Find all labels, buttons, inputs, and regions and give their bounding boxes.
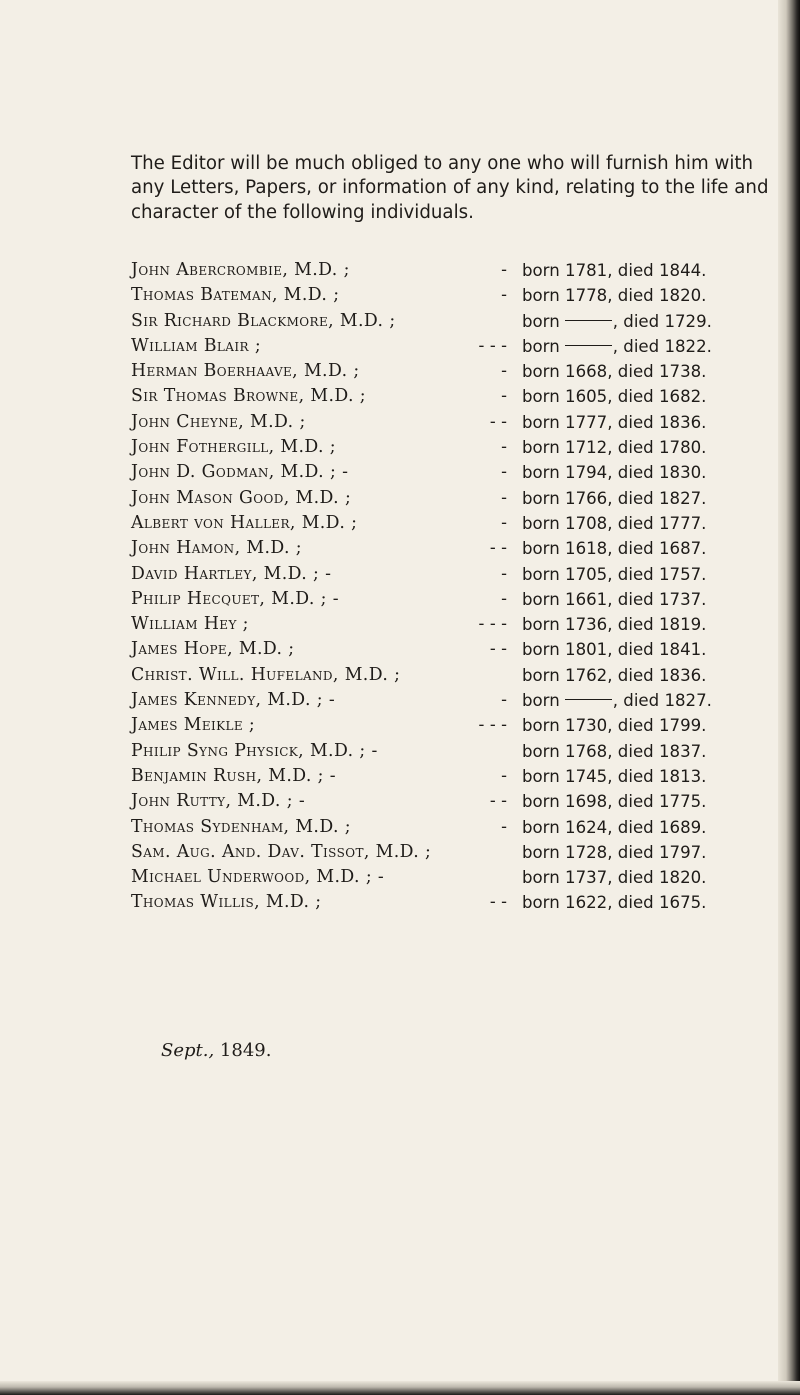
entry-died: , died 1822. xyxy=(612,336,712,356)
entry-separator: - xyxy=(501,588,507,609)
list-item xyxy=(131,486,771,511)
entry-dates xyxy=(522,334,712,359)
entry-died: died 1799. xyxy=(617,716,707,736)
closing-month: Sept., xyxy=(161,1040,215,1061)
entry-separator: - - - xyxy=(478,614,507,635)
list-item xyxy=(131,334,771,359)
entry-born: born xyxy=(522,311,560,331)
list-item xyxy=(131,410,771,435)
entry-dates xyxy=(522,435,706,460)
entry-name: John Abercrombie, M.D. ; xyxy=(131,260,350,280)
entry-died: died 1827. xyxy=(617,488,707,508)
entry-separator: - xyxy=(501,260,507,280)
entry-name: William Hey ; xyxy=(131,614,249,635)
entry-died: died 1780. xyxy=(617,438,707,458)
entry-dates xyxy=(522,688,712,713)
entry-separator: - - xyxy=(489,791,507,812)
entry-born: born 1622, xyxy=(522,893,613,913)
list-item xyxy=(131,587,771,612)
entry-born: born xyxy=(522,691,560,711)
entry-separator: - xyxy=(501,690,507,711)
entry-separator: - xyxy=(501,386,507,407)
entry-dates xyxy=(522,764,706,789)
entry-name: Philip Hecquet, M.D. ; - xyxy=(131,588,339,609)
entry-dates xyxy=(522,739,706,764)
list-item xyxy=(131,688,771,713)
entry-died: died 1775. xyxy=(617,792,707,812)
entry-name: John D. Godman, M.D. ; - xyxy=(131,462,349,483)
list-item xyxy=(131,283,771,308)
list-item xyxy=(131,840,771,865)
entry-died: died 1682. xyxy=(617,387,707,407)
entry-dates xyxy=(522,562,706,587)
entry-died: died 1689. xyxy=(617,817,707,837)
entry-name: John Fothergill, M.D. ; xyxy=(131,437,337,458)
entry-dates xyxy=(522,359,706,384)
entry-name: Thomas Sydenham, M.D. ; xyxy=(131,816,351,837)
entry-dates xyxy=(522,637,706,662)
page-bottom-shadow xyxy=(0,1381,800,1395)
entry-died: died 1675. xyxy=(617,893,707,913)
entry-dates xyxy=(522,258,706,283)
list-item xyxy=(131,764,771,789)
entry-dates xyxy=(522,511,706,536)
entry-died: , died 1729. xyxy=(612,311,712,331)
list-item xyxy=(131,713,771,738)
entry-died: died 1813. xyxy=(617,766,707,786)
list-item xyxy=(131,789,771,814)
entry-died: died 1777. xyxy=(617,513,707,533)
entry-separator: - xyxy=(501,512,507,533)
entry-dates xyxy=(522,309,712,334)
entry-born: born 1705, xyxy=(522,564,613,584)
entry-born: born 1766, xyxy=(522,488,613,508)
entry-died: , died 1827. xyxy=(612,691,712,711)
entry-separator: - xyxy=(501,816,507,837)
entry-died: died 1797. xyxy=(617,842,707,862)
entry-died: died 1830. xyxy=(617,463,707,483)
entry-born: born 1801, xyxy=(522,640,613,660)
entry-separator: - xyxy=(501,437,507,458)
entry-separator: - - xyxy=(489,892,507,913)
entry-name: James Hope, M.D. ; xyxy=(131,639,295,660)
list-item xyxy=(131,637,771,662)
entry-born: born 1768, xyxy=(522,741,613,761)
entry-born: born 1668, xyxy=(522,362,613,382)
entry-born: born 1624, xyxy=(522,817,613,837)
list-item xyxy=(131,815,771,840)
entry-died: died 1836. xyxy=(617,665,707,685)
list-item xyxy=(131,739,771,764)
entry-separator: - - - xyxy=(478,335,507,356)
entry-name: James Kennedy, M.D. ; - xyxy=(131,690,336,711)
entry-name: David Hartley, M.D. ; - xyxy=(131,563,332,584)
list-item xyxy=(131,359,771,384)
entry-born: born 1794, xyxy=(522,463,613,483)
page-edge-shadow xyxy=(778,0,800,1395)
entry-dates xyxy=(522,713,706,738)
entries-list xyxy=(131,258,771,916)
entry-name: Sir Thomas Browne, M.D. ; xyxy=(131,386,366,407)
entry-born: born 1728, xyxy=(522,842,613,862)
entry-dates xyxy=(522,840,706,865)
entry-dates xyxy=(522,587,706,612)
entry-dates xyxy=(522,536,706,561)
entry-separator: - xyxy=(501,765,507,786)
entry-born: born 1618, xyxy=(522,539,613,559)
unknown-year-rule xyxy=(565,345,612,346)
entry-dates xyxy=(522,612,706,637)
entry-name: John Mason Good, M.D. ; xyxy=(131,487,352,508)
list-item xyxy=(131,612,771,637)
entry-dates xyxy=(522,410,706,435)
entry-name: Philip Syng Physick, M.D. ; - xyxy=(131,740,378,761)
closing-year: 1849. xyxy=(219,1040,272,1061)
list-item xyxy=(131,511,771,536)
entry-dates xyxy=(522,789,706,814)
entry-died: died 1819. xyxy=(617,615,707,635)
entry-name: Michael Underwood, M.D. ; - xyxy=(131,867,385,888)
entry-born: born 1712, xyxy=(522,438,613,458)
entry-born: born 1778, xyxy=(522,286,613,306)
entry-dates xyxy=(522,283,706,308)
list-item xyxy=(131,562,771,587)
entry-died: died 1837. xyxy=(617,741,707,761)
list-item xyxy=(131,865,771,890)
list-item xyxy=(131,890,771,915)
entry-born: born 1737, xyxy=(522,868,613,888)
intro-paragraph: The Editor will be much obliged to any one who will furnish him with any Letters, Papers, or information of any kind, relating to the life and character of the following individuals. xyxy=(131,153,769,223)
entry-died: died 1841. xyxy=(617,640,707,660)
entry-born: born 1698, xyxy=(522,792,613,812)
entry-born: born 1781, xyxy=(522,261,613,280)
entry-name: John Cheyne, M.D. ; xyxy=(131,411,306,432)
entry-born: born 1605, xyxy=(522,387,613,407)
entry-died: died 1836. xyxy=(617,412,707,432)
entry-born: born 1730, xyxy=(522,716,613,736)
entry-dates xyxy=(522,384,706,409)
entry-died: died 1757. xyxy=(617,564,707,584)
entry-died: died 1844. xyxy=(617,261,707,280)
entry-name: Sam. Aug. And. Dav. Tissot, M.D. ; xyxy=(131,841,432,862)
entry-dates xyxy=(522,663,706,688)
entry-name: James Meikle ; xyxy=(131,715,256,736)
entry-name: Thomas Willis, M.D. ; xyxy=(131,892,322,913)
entry-separator: - xyxy=(501,285,507,306)
entry-name: Christ. Will. Hufeland, M.D. ; xyxy=(131,664,401,685)
entry-name: Albert von Haller, M.D. ; xyxy=(131,512,358,533)
entry-separator: - - - xyxy=(478,715,507,736)
entry-name: Sir Richard Blackmore, M.D. ; xyxy=(131,310,396,331)
entry-dates xyxy=(522,890,706,915)
unknown-year-rule xyxy=(565,699,612,700)
entry-born: born 1708, xyxy=(522,513,613,533)
entry-dates xyxy=(522,815,706,840)
list-item xyxy=(131,663,771,688)
entry-died: died 1738. xyxy=(617,362,707,382)
entry-separator: - - xyxy=(489,639,507,660)
entry-died: died 1687. xyxy=(617,539,707,559)
entry-born: born 1661, xyxy=(522,589,613,609)
entry-dates xyxy=(522,460,706,485)
entry-born: born xyxy=(522,336,560,356)
closing-date xyxy=(161,1040,271,1061)
entry-name: William Blair ; xyxy=(131,335,262,356)
entry-born: born 1777, xyxy=(522,412,613,432)
list-item xyxy=(131,309,771,334)
list-item xyxy=(131,258,771,283)
entry-name: John Hamon, M.D. ; xyxy=(131,538,303,559)
entry-separator: - xyxy=(501,487,507,508)
entry-separator: - - xyxy=(489,411,507,432)
entry-separator: - - xyxy=(489,538,507,559)
list-item xyxy=(131,384,771,409)
entry-died: died 1820. xyxy=(617,286,707,306)
unknown-year-rule xyxy=(565,320,612,321)
entry-separator: - xyxy=(501,361,507,382)
entry-name: Benjamin Rush, M.D. ; - xyxy=(131,765,337,786)
entry-separator: - xyxy=(501,563,507,584)
list-item xyxy=(131,536,771,561)
entry-died: died 1820. xyxy=(617,868,707,888)
entry-died: died 1737. xyxy=(617,589,707,609)
entry-name: Herman Boerhaave, M.D. ; xyxy=(131,361,360,382)
list-item xyxy=(131,435,771,460)
entry-born: born 1745, xyxy=(522,766,613,786)
entry-dates xyxy=(522,865,706,890)
list-item xyxy=(131,460,771,485)
entry-name: John Rutty, M.D. ; - xyxy=(131,791,306,812)
entry-dates xyxy=(522,486,706,511)
entry-born: born 1736, xyxy=(522,615,613,635)
entry-separator: - xyxy=(501,462,507,483)
entry-name: Thomas Bateman, M.D. ; xyxy=(131,285,340,306)
entry-born: born 1762, xyxy=(522,665,613,685)
